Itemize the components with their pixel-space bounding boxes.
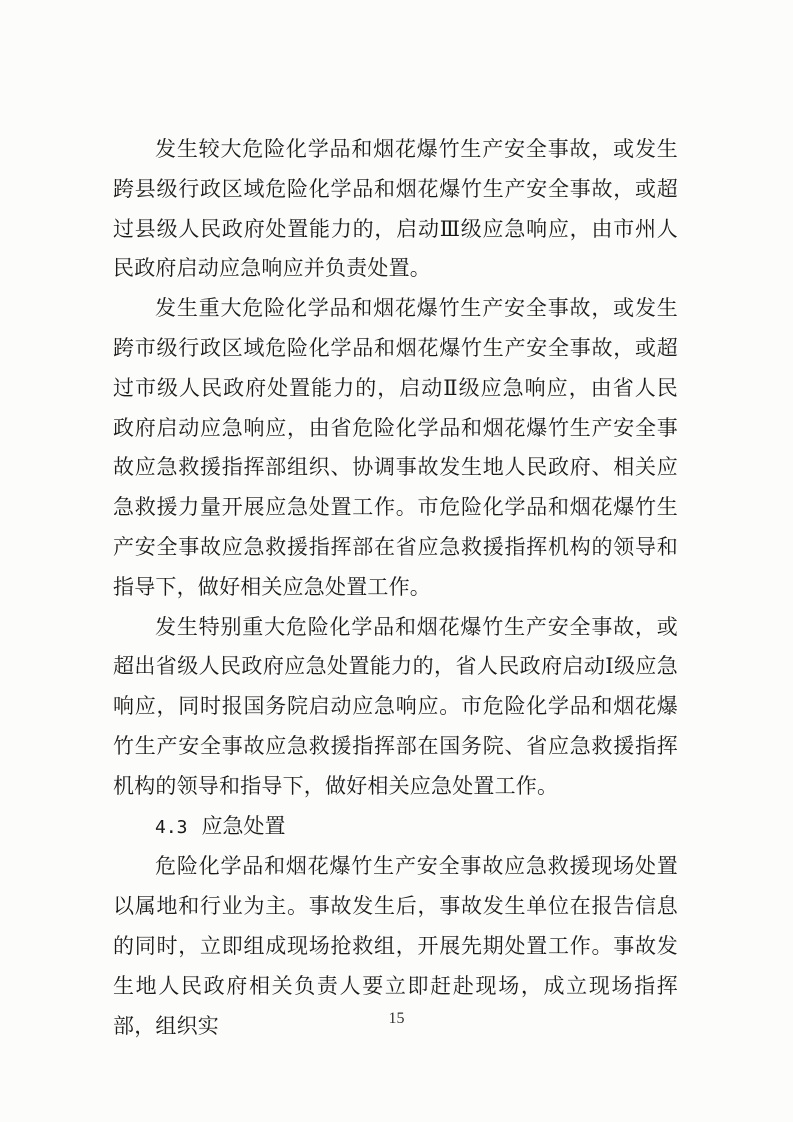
section-heading xyxy=(113,807,678,848)
section-title: 应急处置 xyxy=(201,813,286,838)
paragraph-level-1-response: 发生特别重大危险化学品和烟花爆竹生产安全事故，或超出省级人民政府应急处置能力的，省人民政府启动Ⅰ级应急响应，同时报国务院启动应急响应。市危险化学品和烟花爆竹生产安全事故应急救援指挥部在国务院、省应急救援指挥机构的领导和指导下，做好相关应急处置工作。 xyxy=(113,614,678,798)
page-number: 15 xyxy=(388,1010,405,1027)
paragraph-level-2-response: 发生重大危险化学品和烟花爆竹生产安全事故，或发生跨市级行政区域危险化学品和烟花爆竹生产安全事故，或超过市级人民政府处置能力的，启动Ⅱ级应急响应，由省人民政府启动应急响应，由省危险化学品和烟花爆竹生产安全事故应急救援指挥部组织、协调事故发生地人民政府、相关应急救援力量开展应急处置工作。市危险化学品和烟花爆竹生产安全事故应急救援指挥部在省应急救援指挥机构的领导和指导下，做好相关应急处置工作。 xyxy=(113,296,678,599)
page-body xyxy=(113,130,678,1046)
section-number: 4.3 xyxy=(155,816,188,838)
paragraph-emergency-handling: 危险化学品和烟花爆竹生产安全事故应急救援现场处置以属地和行业为主。事故发生后，事故发生单位在报告信息的同时，立即组成现场抢救组，开展先期处置工作。事故发生地人民政府相关负责人要立即赶赴现场，成立现场指挥部，组织实 xyxy=(113,854,678,1038)
paragraph-level-3-response: 发生较大危险化学品和烟花爆竹生产安全事故，或发生跨县级行政区域危险化学品和烟花爆竹生产安全事故，或超过县级人民政府处置能力的，启动Ⅲ级应急响应，由市州人民政府启动应急响应并负责处置。 xyxy=(113,137,678,281)
